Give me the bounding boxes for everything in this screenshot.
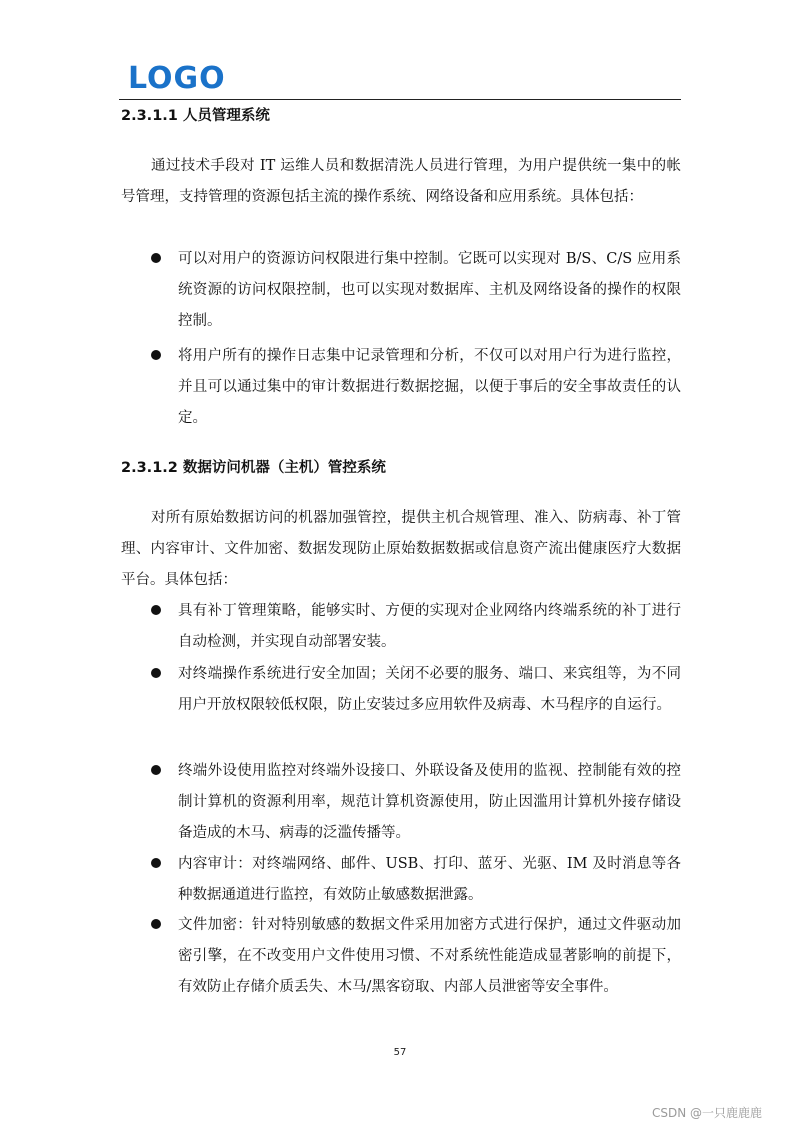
header-divider [119, 99, 681, 100]
list-item-text: 文件加密：针对特别敏感的数据文件采用加密方式进行保护，通过文件驱动加密引擎，在不改变用户文件使用习惯、不对系统性能造成显著影响的前提下，有效防止存储介质丢失、木马/黑客窃取、内部人员泄密等安全事件。 [178, 917, 681, 995]
list-item [121, 244, 681, 337]
page-number: 57 [393, 1047, 407, 1058]
list-item [121, 756, 681, 849]
list-item-text: 将用户所有的操作日志集中记录管理和分析，不仅可以对用户行为进行监控，并且可以通过集中的审计数据进行数据挖掘，以便于事后的安全事故责任的认定。 [178, 348, 681, 426]
list-item [121, 910, 681, 1003]
watermark: CSDN @一只鹿鹿鹿 [651, 1106, 762, 1120]
bullet-dot-icon [151, 605, 161, 615]
section-intro-host-control: 对所有原始数据访问的机器加强管控，提供主机合规管理、准入、防病毒、补丁管理、内容审计、文件加密、数据发现防止原始数据数据或信息资产流出健康医疗大数据平台。具体包括： [121, 510, 681, 588]
bullet-dot-icon [151, 919, 161, 929]
list-item [121, 849, 681, 911]
bullet-dot-icon [151, 668, 161, 678]
section-intro-personnel: 通过技术手段对 IT 运维人员和数据清洗人员进行管理，为用户提供统一集中的帐号管理，支持管理的资源包括主流的操作系统、网络设备和应用系统。具体包括： [121, 158, 681, 205]
bullet-dot-icon [151, 253, 161, 263]
list-item [121, 596, 681, 658]
bullet-dot-icon [151, 765, 161, 775]
bullet-dot-icon [151, 350, 161, 360]
list-item [121, 341, 681, 434]
list-item-text: 对终端操作系统进行安全加固；关闭不必要的服务、端口、来宾组等，为不同用户开放权限较低权限，防止安装过多应用软件及病毒、木马程序的自运行。 [178, 666, 681, 713]
list-item-text: 终端外设使用监控对终端外设接口、外联设备及使用的监视、控制能有效的控制计算机的资源利用率，规范计算机资源使用，防止因滥用计算机外接存储设备造成的木马、病毒的泛滥传播等。 [178, 763, 681, 841]
list-item-text: 具有补丁管理策略，能够实时、方便的实现对企业网络内终端系统的补丁进行自动检测，并实现自动部署安装。 [178, 603, 681, 650]
section-heading-host-control: 2.3.1.2 数据访问机器（主机）管控系统 [121, 460, 386, 476]
list-item [121, 659, 681, 721]
list-item-text: 可以对用户的资源访问权限进行集中控制。它既可以实现对 B/S、C/S 应用系统资源的访问权限控制，也可以实现对数据库、主机及网络设备的操作的权限控制。 [178, 251, 681, 329]
bullet-dot-icon [151, 858, 161, 868]
company-logo: LOGO [128, 61, 226, 96]
section-heading-personnel: 2.3.1.1 人员管理系统 [121, 108, 270, 124]
list-item-text: 内容审计：对终端网络、邮件、USB、打印、蓝牙、光驱、IM 及时消息等各种数据通道进行监控，有效防止敏感数据泄露。 [178, 856, 681, 903]
